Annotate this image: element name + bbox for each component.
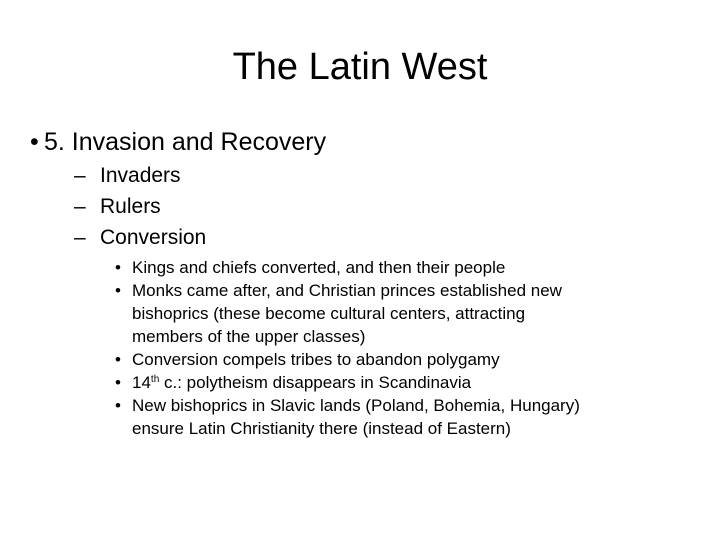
dash-icon: – (74, 226, 86, 249)
level3-text-line: ensure Latin Christianity there (instead of Eastern) (132, 419, 511, 438)
level1-bullet-item (30, 124, 327, 160)
level3-text-line (132, 371, 672, 394)
level2-text: Conversion (100, 226, 207, 249)
slide-title: The Latin West (232, 46, 488, 88)
bullet-icon: • (115, 396, 121, 415)
level3-text-line: Kings and chiefs converted, and then their people (132, 258, 506, 277)
level3-text-line: bishoprics (these become cultural centers, attracting (132, 304, 526, 323)
level3-item-monks (115, 279, 672, 348)
bullet-icon: • (115, 373, 121, 392)
level2-item-invaders (74, 160, 206, 191)
level2-list (74, 160, 207, 253)
ordinal-superscript: th (150, 374, 160, 385)
level2-item-rulers (74, 191, 206, 222)
dash-icon: – (74, 195, 86, 218)
level3-text-rest: c.: polytheism disappears in Scandinavia (159, 373, 472, 392)
level3-item-polygamy (115, 348, 672, 371)
level3-text-line: Monks came after, and Christian princes established new (132, 281, 562, 300)
bullet-icon: • (115, 350, 121, 369)
bullet-icon: • (115, 281, 121, 300)
level1-text: 5. Invasion and Recovery (44, 128, 327, 156)
level3-text-line: New bishoprics in Slavic lands (Poland, Bohemia, Hungary) (132, 396, 580, 415)
century-number: 14 (132, 373, 151, 392)
bullet-icon: • (30, 128, 39, 156)
level3-text-line: Conversion compels tribes to abandon polygamy (132, 350, 500, 369)
level3-text-line: members of the upper classes) (132, 327, 366, 346)
bullet-icon: • (115, 258, 121, 277)
level3-item-polytheism (115, 371, 672, 394)
level2-text: Rulers (100, 195, 161, 218)
level2-text: Invaders (100, 164, 181, 187)
level2-item-conversion (74, 222, 207, 253)
level3-item-slavic (115, 394, 672, 440)
dash-icon: – (74, 164, 86, 187)
level3-list (115, 256, 672, 440)
level3-item-kings (115, 256, 672, 279)
